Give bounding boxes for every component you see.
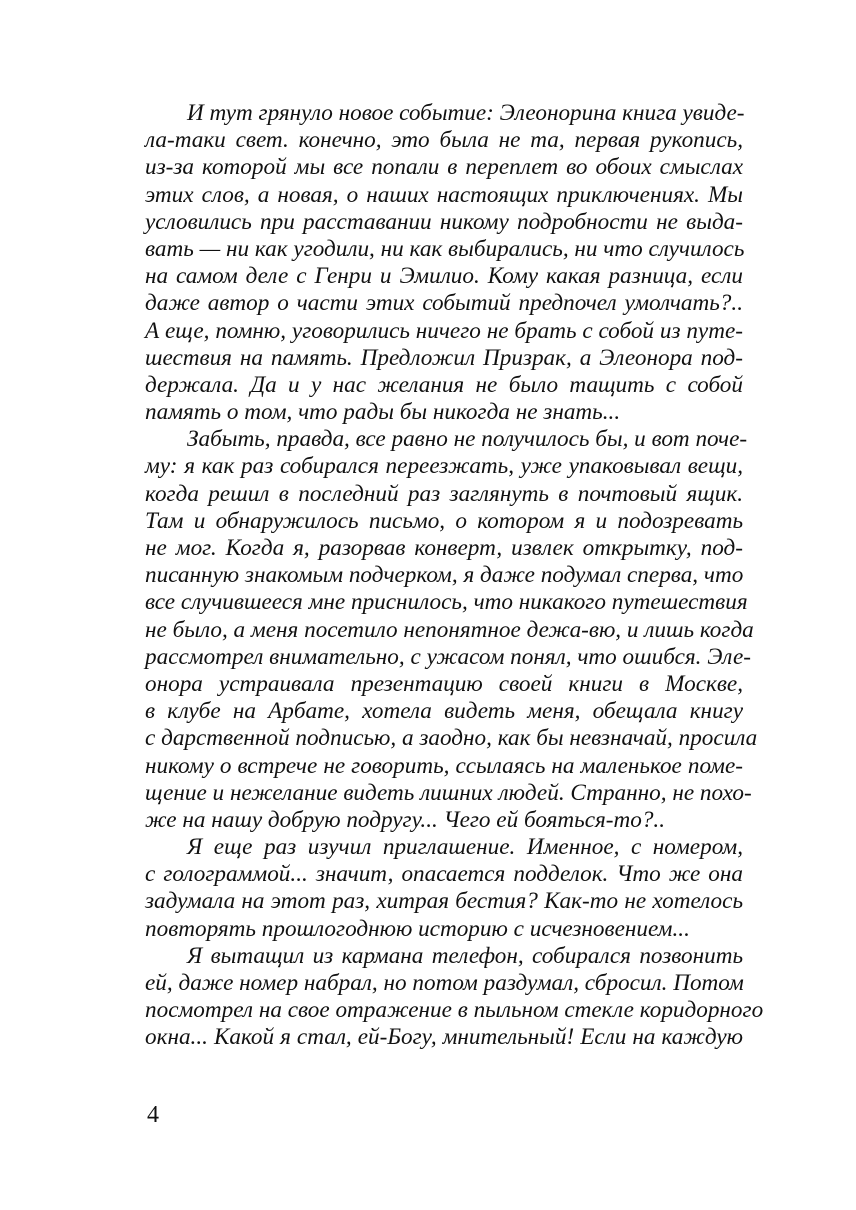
text-line: Я вытащил из кармана телефон, собирался позвонить (187, 942, 743, 969)
text-line: повторять прошлогоднюю историю с исчезновением... (145, 915, 690, 942)
text-line: Я еще раз изучил приглашение. Именное, с номером, (187, 834, 743, 861)
text-line: не мог. Когда я, разорвав конверт, извлек открытку, под- (145, 535, 743, 561)
text-line: И тут грянуло новое событие: Элеонорина книга увиде- (187, 100, 745, 126)
text-line: рассмотрел внимательно, с ужасом понял, что ошибся. Эле- (145, 643, 751, 670)
text-line: не было, а меня посетило непонятное дежа-вю, и лишь когда (145, 616, 754, 643)
text-line: шествия на память. Предложил Призрак, а Элеонора под- (145, 344, 743, 371)
text-line: никому о встрече не говорить, ссылаясь на маленькое поме- (145, 752, 743, 779)
text-line: Там и обнаружилось письмо, о котором я и подозревать (145, 507, 743, 534)
text-line: держала. Да и у нас желания не было тащить с собой (145, 371, 743, 398)
text-line: с голограммой... значит, опасается подделок. Что же она (145, 861, 743, 888)
body-text (145, 100, 764, 1052)
text-line: посмотрел на свое отражение в пыльном стекле коридорного (145, 997, 764, 1024)
text-line: щение и нежелание видеть лишних людей. Странно, не похо- (145, 779, 752, 806)
text-line: все случившееся мне приснилось, что никакого путешествия (145, 589, 748, 616)
text-line: же на нашу добрую подругу... Чего ей бояться-то?.. (145, 806, 666, 833)
text-line: онора устраивала презентацию своей книги в Москве, (145, 670, 743, 697)
text-line: ла-таки свет. конечно, это была не та, первая рукопись, (145, 127, 743, 154)
text-line: когда решил в последний раз заглянуть в почтовый ящик. (145, 480, 743, 507)
text-line: на самом деле с Генри и Эмилио. Кому какая разница, если (145, 263, 743, 290)
text-line: память о том, что рады бы никогда не знать... (145, 399, 621, 426)
text-line: задумала на этот раз, хитрая бестия? Как-то не хотелось (145, 888, 743, 915)
text-line: му: я как раз собирался переезжать, уже упаковывал вещи, (145, 453, 743, 480)
text-line: в клубе на Арбате, хотела видеть меня, обещала книгу (145, 698, 743, 725)
text-line: А еще, помню, уговорились ничего не брать с собой из путе- (145, 317, 743, 344)
text-line: ей, даже номер набрал, но потом раздумал, сбросил. Потом (145, 970, 744, 996)
text-line: писанную знакомым подчерком, я даже подумал сперва, что (145, 562, 744, 589)
text-line: вать — ни как угодили, ни как выбирались, ни что случилось (145, 235, 745, 262)
text-line: Забыть, правда, все равно не получилось бы, и вот поче- (187, 426, 748, 453)
text-line: окна... Какой я стал, ей-Богу, мнительный! Если на каждую (145, 1024, 743, 1051)
text-line: из-за которой мы все попали в переплет во обоих смыслах (145, 154, 743, 181)
text-line: этих слов, а новая, о наших настоящих приключениях. Мы (145, 181, 743, 208)
text-line: с дарственной подписью, а заодно, как бы невзначай, просила (145, 725, 758, 752)
page-number: 4 (147, 1102, 159, 1128)
text-line: условились при расставании никому подробности не выда- (145, 208, 743, 235)
text-line: даже автор о части этих событий предпочел умолчать?.. (145, 290, 743, 317)
